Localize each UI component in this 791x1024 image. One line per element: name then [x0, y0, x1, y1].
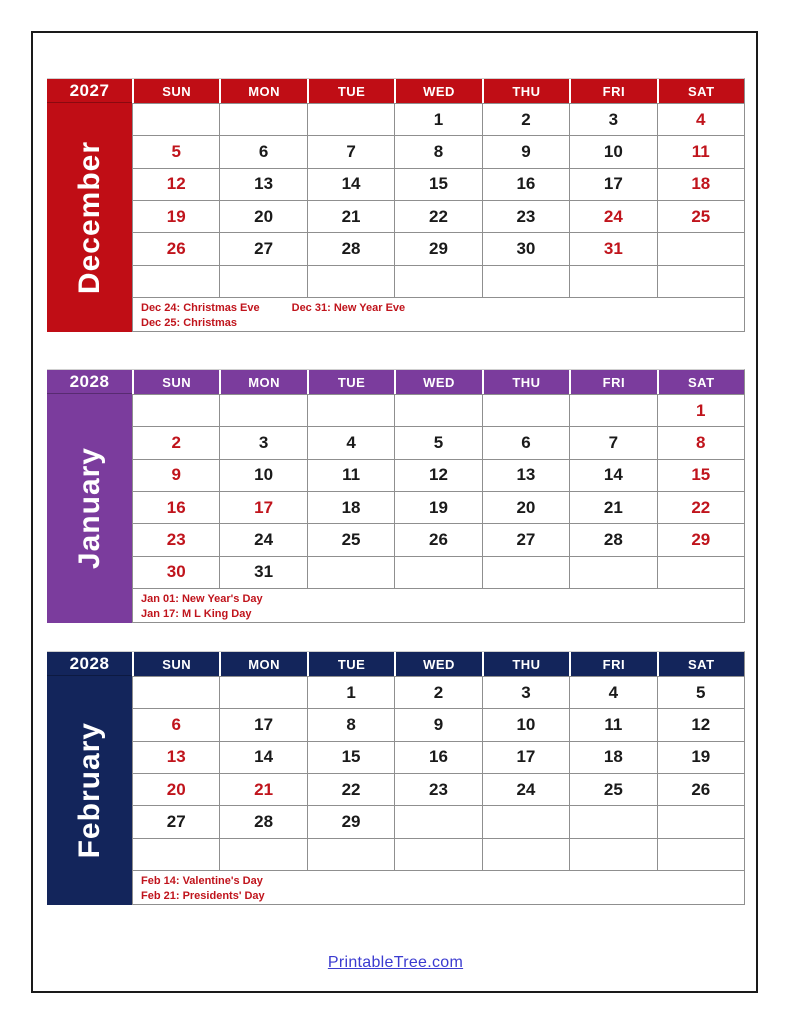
day-cell: 6	[483, 427, 570, 459]
day-cell: 13	[483, 460, 570, 492]
day-cell: 29	[395, 233, 482, 265]
day-cell	[395, 557, 482, 589]
month-name-label: January	[72, 447, 106, 570]
day-cell	[308, 839, 395, 871]
day-cell	[570, 839, 657, 871]
day-cell: 22	[395, 201, 482, 233]
day-cell: 4	[308, 427, 395, 459]
day-cell: 29	[658, 524, 745, 556]
day-cell: 1	[308, 677, 395, 709]
day-cell	[483, 395, 570, 427]
day-name: MON	[219, 652, 306, 676]
day-cell: 4	[570, 677, 657, 709]
day-cell	[483, 806, 570, 838]
month-name-vertical	[47, 394, 132, 623]
day-cell	[220, 677, 307, 709]
day-name: SAT	[657, 652, 744, 676]
day-name: FRI	[569, 370, 656, 394]
day-cell	[133, 839, 220, 871]
month-name-vertical	[47, 103, 132, 332]
month-december	[47, 78, 745, 332]
holiday-note: Dec 25: Christmas	[141, 317, 237, 330]
day-name: SUN	[132, 370, 219, 394]
day-cell: 2	[395, 677, 482, 709]
day-cell: 30	[483, 233, 570, 265]
day-cell: 3	[570, 104, 657, 136]
day-cell: 10	[220, 460, 307, 492]
day-cell: 27	[483, 524, 570, 556]
day-cell: 20	[220, 201, 307, 233]
day-cell: 15	[308, 742, 395, 774]
day-cell: 12	[658, 709, 745, 741]
day-cell: 28	[308, 233, 395, 265]
holiday-note-line	[141, 607, 738, 622]
holiday-note: Feb 21: Presidents' Day	[141, 890, 265, 903]
day-cell: 2	[483, 104, 570, 136]
day-cell	[133, 395, 220, 427]
day-name-header-row	[132, 369, 745, 394]
day-cell: 19	[395, 492, 482, 524]
day-cell	[308, 395, 395, 427]
day-cell	[220, 266, 307, 298]
day-cell	[220, 395, 307, 427]
year-label: 2028	[47, 651, 132, 676]
day-cell: 17	[570, 169, 657, 201]
day-cell: 14	[220, 742, 307, 774]
day-cell	[308, 557, 395, 589]
day-cell	[308, 266, 395, 298]
holiday-note-line	[141, 889, 738, 904]
day-cell: 25	[308, 524, 395, 556]
day-cell	[483, 839, 570, 871]
day-cell: 11	[570, 709, 657, 741]
day-name: MON	[219, 79, 306, 103]
day-cell: 1	[658, 395, 745, 427]
day-cell: 24	[220, 524, 307, 556]
day-cell	[395, 266, 482, 298]
day-cell: 3	[483, 677, 570, 709]
day-cell: 21	[570, 492, 657, 524]
day-cell: 18	[570, 742, 657, 774]
day-name-header-row	[132, 78, 745, 103]
day-cell: 25	[658, 201, 745, 233]
day-name: TUE	[307, 370, 394, 394]
day-cell: 3	[220, 427, 307, 459]
day-cell: 23	[133, 524, 220, 556]
day-name: WED	[394, 79, 481, 103]
day-cell: 10	[483, 709, 570, 741]
day-cell: 22	[658, 492, 745, 524]
day-name: THU	[482, 370, 569, 394]
day-cell	[133, 677, 220, 709]
day-cell	[658, 557, 745, 589]
day-name: FRI	[569, 79, 656, 103]
day-cell: 15	[395, 169, 482, 201]
day-name: SUN	[132, 652, 219, 676]
day-cell: 17	[483, 742, 570, 774]
day-cell: 22	[308, 774, 395, 806]
day-cell	[483, 266, 570, 298]
day-cell	[395, 806, 482, 838]
day-cell	[658, 839, 745, 871]
day-cell	[308, 104, 395, 136]
day-cell	[658, 806, 745, 838]
day-cell	[395, 839, 482, 871]
date-grid	[132, 394, 745, 589]
day-cell: 28	[570, 524, 657, 556]
day-cell	[220, 104, 307, 136]
holiday-notes	[132, 589, 745, 623]
day-name: MON	[219, 370, 306, 394]
day-cell: 20	[133, 774, 220, 806]
day-cell: 17	[220, 492, 307, 524]
day-cell: 14	[570, 460, 657, 492]
day-cell: 26	[133, 233, 220, 265]
day-cell: 14	[308, 169, 395, 201]
day-cell	[658, 266, 745, 298]
month-january	[47, 369, 745, 623]
day-cell: 26	[658, 774, 745, 806]
day-cell	[658, 233, 745, 265]
day-name: WED	[394, 370, 481, 394]
day-cell: 7	[308, 136, 395, 168]
day-name: SAT	[657, 79, 744, 103]
day-cell: 27	[220, 233, 307, 265]
day-name: FRI	[569, 652, 656, 676]
date-grid	[132, 676, 745, 871]
day-name: SUN	[132, 79, 219, 103]
day-cell: 17	[220, 709, 307, 741]
day-cell: 29	[308, 806, 395, 838]
day-cell: 5	[395, 427, 482, 459]
date-grid	[132, 103, 745, 298]
day-cell: 31	[570, 233, 657, 265]
day-cell: 8	[658, 427, 745, 459]
day-cell: 10	[570, 136, 657, 168]
day-cell	[570, 395, 657, 427]
day-cell: 19	[658, 742, 745, 774]
day-cell: 19	[133, 201, 220, 233]
footer-link[interactable]: PrintableTree.com	[327, 954, 464, 971]
day-cell: 16	[395, 742, 482, 774]
day-cell: 11	[658, 136, 745, 168]
day-cell	[133, 266, 220, 298]
day-cell	[483, 557, 570, 589]
day-cell: 7	[570, 427, 657, 459]
day-cell: 9	[483, 136, 570, 168]
month-name-label: December	[72, 140, 106, 295]
holiday-note: Dec 31: New Year Eve	[291, 302, 406, 314]
day-cell: 1	[395, 104, 482, 136]
day-name: THU	[482, 652, 569, 676]
day-cell: 18	[658, 169, 745, 201]
day-cell	[220, 839, 307, 871]
day-cell: 9	[395, 709, 482, 741]
day-cell: 8	[308, 709, 395, 741]
month-name-vertical	[47, 676, 132, 905]
day-cell: 8	[395, 136, 482, 168]
month-name-label: February	[72, 722, 106, 859]
holiday-note-line	[141, 874, 738, 889]
day-cell: 16	[133, 492, 220, 524]
holiday-note: Feb 14: Valentine's Day	[141, 875, 263, 887]
day-cell: 28	[220, 806, 307, 838]
day-cell: 16	[483, 169, 570, 201]
holiday-note: Jan 17: M L King Day	[141, 608, 252, 621]
day-cell: 30	[133, 557, 220, 589]
day-cell: 5	[133, 136, 220, 168]
day-cell: 11	[308, 460, 395, 492]
day-cell: 2	[133, 427, 220, 459]
day-cell: 20	[483, 492, 570, 524]
day-cell	[570, 806, 657, 838]
day-cell: 26	[395, 524, 482, 556]
day-cell	[133, 104, 220, 136]
holiday-notes	[132, 298, 745, 332]
day-name: TUE	[307, 79, 394, 103]
day-name: SAT	[657, 370, 744, 394]
day-cell	[395, 395, 482, 427]
month-february	[47, 651, 745, 905]
footer	[0, 954, 791, 972]
day-cell: 18	[308, 492, 395, 524]
year-label: 2027	[47, 78, 132, 103]
day-cell: 25	[570, 774, 657, 806]
holiday-note-line	[141, 301, 738, 316]
holiday-notes	[132, 871, 745, 905]
day-name: THU	[482, 79, 569, 103]
day-cell	[570, 557, 657, 589]
day-cell: 12	[133, 169, 220, 201]
day-cell: 15	[658, 460, 745, 492]
holiday-note: Jan 01: New Year's Day	[141, 593, 263, 605]
day-cell: 24	[483, 774, 570, 806]
year-label: 2028	[47, 369, 132, 394]
day-cell: 24	[570, 201, 657, 233]
day-cell: 21	[220, 774, 307, 806]
holiday-note: Dec 24: Christmas Eve	[141, 302, 260, 314]
holiday-note-line	[141, 592, 738, 607]
day-cell: 6	[220, 136, 307, 168]
day-cell: 13	[133, 742, 220, 774]
day-cell: 9	[133, 460, 220, 492]
day-cell: 5	[658, 677, 745, 709]
day-name: TUE	[307, 652, 394, 676]
day-cell: 23	[483, 201, 570, 233]
day-cell: 23	[395, 774, 482, 806]
holiday-note-line	[141, 316, 738, 331]
day-cell: 4	[658, 104, 745, 136]
day-cell	[570, 266, 657, 298]
day-cell: 6	[133, 709, 220, 741]
day-name-header-row	[132, 651, 745, 676]
day-name: WED	[394, 652, 481, 676]
day-cell: 27	[133, 806, 220, 838]
day-cell: 31	[220, 557, 307, 589]
day-cell: 13	[220, 169, 307, 201]
day-cell: 12	[395, 460, 482, 492]
day-cell: 21	[308, 201, 395, 233]
